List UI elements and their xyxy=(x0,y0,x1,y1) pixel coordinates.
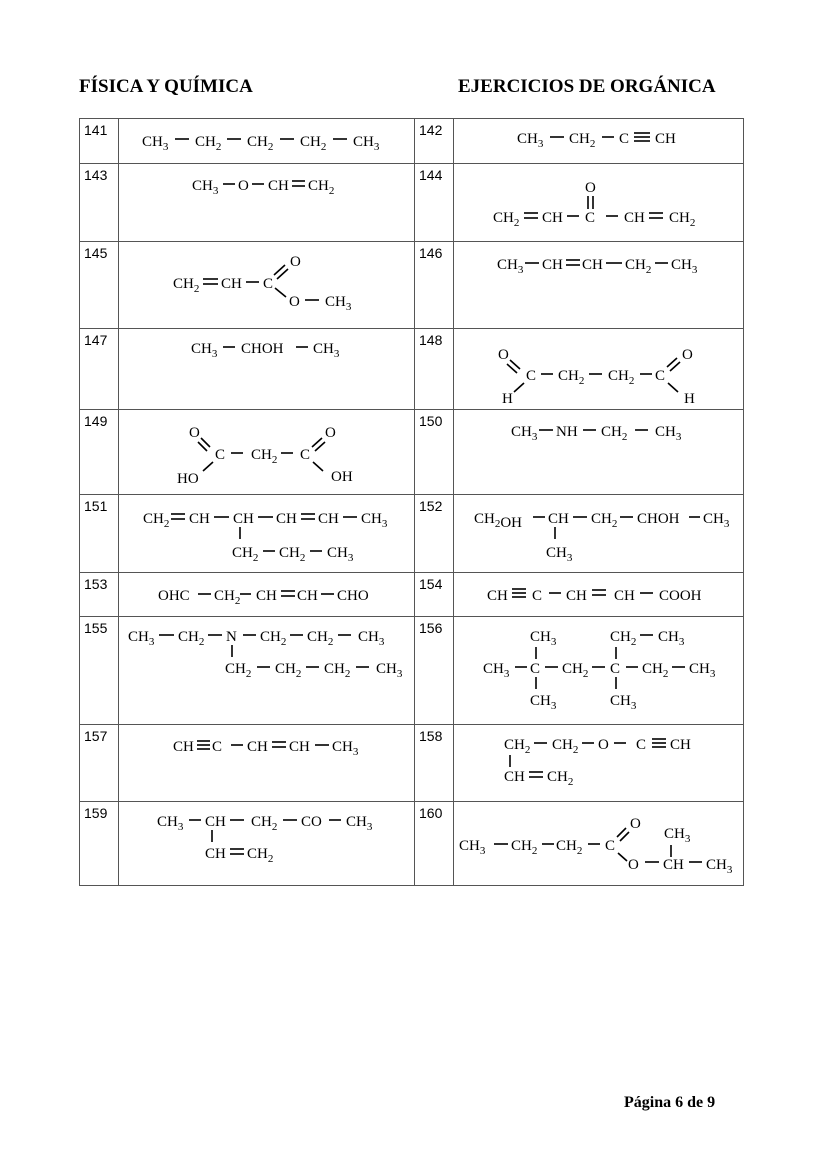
exercise-number: 144 xyxy=(415,164,454,242)
svg-text:C: C xyxy=(610,661,621,677)
svg-text:CH2: $CH_2$ xyxy=(275,661,302,680)
svg-text:CH: CH xyxy=(542,257,563,273)
svg-text:CH: CH xyxy=(542,210,563,226)
svg-text:CH3: $CH_3$ xyxy=(610,693,637,712)
svg-text:CH3: $CH_3$ xyxy=(128,629,155,648)
table-row xyxy=(80,410,744,495)
svg-text:CH: CH xyxy=(205,814,226,830)
svg-text:CH3: $CH_3$ xyxy=(353,134,380,153)
formula-153 xyxy=(119,573,414,616)
page-number: Página 6 de 9 xyxy=(624,1094,716,1111)
formula-157 xyxy=(119,725,414,801)
svg-text:O: O xyxy=(630,816,641,832)
svg-text:C: C xyxy=(526,368,537,384)
svg-text:OH: OH xyxy=(331,469,353,485)
exercise-number: 148 xyxy=(415,329,454,410)
svg-text:CH3: $CH_3$ xyxy=(483,661,510,680)
formula-cell xyxy=(119,617,415,725)
formula-149 xyxy=(119,410,414,494)
svg-text:C: C xyxy=(636,737,647,753)
formula-cell xyxy=(119,119,415,164)
svg-text:CH2: $CH_2$ xyxy=(547,769,574,788)
formula-159 xyxy=(119,802,414,885)
formula-152 xyxy=(454,495,743,572)
svg-text:CH: CH xyxy=(614,588,635,604)
svg-text:CH3: $CH_3$ xyxy=(358,629,385,648)
svg-text:CHOH: CHOH xyxy=(241,341,284,357)
svg-text:CH2: $CH_2$ xyxy=(247,134,274,153)
svg-text:CH3: $CH_3$ xyxy=(655,424,682,443)
svg-text:CH2: $CH_2$ xyxy=(591,511,618,530)
svg-text:O: O xyxy=(585,180,596,196)
formula-141 xyxy=(119,119,414,163)
svg-text:CH2: $CH_2$ xyxy=(556,838,583,857)
formula-cell xyxy=(454,725,744,802)
formula-146 xyxy=(454,242,743,328)
header-title: EJERCICIOS DE ORGÁNICA xyxy=(458,76,716,97)
formula-cell xyxy=(454,164,744,242)
formula-143 xyxy=(119,164,414,241)
exercise-number: 142 xyxy=(415,119,454,164)
exercise-number: 143 xyxy=(80,164,119,242)
svg-text:CH2: $CH_2$ xyxy=(324,661,351,680)
svg-text:CH2: $CH_2$ xyxy=(307,629,334,648)
table-row xyxy=(80,617,744,725)
formula-cell xyxy=(119,802,415,886)
formula-150 xyxy=(454,410,743,494)
exercise-number: 154 xyxy=(415,573,454,617)
svg-text:CH: CH xyxy=(670,737,691,753)
svg-text:O: O xyxy=(325,425,336,441)
svg-text:CH2: $CH_2$ xyxy=(260,629,287,648)
exercise-number: 141 xyxy=(80,119,119,164)
svg-text:CH2: $CH_2$ xyxy=(225,661,252,680)
svg-text:CH3: $CH_3$ xyxy=(327,545,354,564)
header-subject: FÍSICA Y QUÍMICA xyxy=(79,76,253,97)
formula-cell xyxy=(119,329,415,410)
svg-text:CH2: $CH_2$ xyxy=(511,838,538,857)
svg-text:CH: CH xyxy=(663,857,684,873)
svg-text:CH2: $CH_2$ xyxy=(214,588,241,607)
svg-text:CH: CH xyxy=(247,739,268,755)
svg-text:CH2: $CH_2$ xyxy=(558,368,585,387)
svg-text:CH3: $CH_3$ xyxy=(142,134,169,153)
svg-text:CH3: $CH_3$ xyxy=(313,341,340,360)
svg-text:C: C xyxy=(619,131,630,147)
formula-cell xyxy=(119,573,415,617)
svg-text:CH3: $CH_3$ xyxy=(703,511,730,530)
table-row xyxy=(80,495,744,573)
svg-text:C: C xyxy=(655,368,666,384)
exercise-number: 157 xyxy=(80,725,119,802)
exercise-number: 151 xyxy=(80,495,119,573)
svg-text:CH: CH xyxy=(173,739,194,755)
svg-text:CH3: $CH_3$ xyxy=(517,131,544,150)
table-row xyxy=(80,164,744,242)
formula-145 xyxy=(119,242,414,328)
table-row xyxy=(80,802,744,886)
exercise-number: 149 xyxy=(80,410,119,495)
exercise-table xyxy=(79,118,744,886)
svg-text:CH3: $CH_3$ xyxy=(664,826,691,845)
formula-cell xyxy=(454,329,744,410)
svg-text:OHC: OHC xyxy=(158,588,190,604)
svg-text:H: H xyxy=(684,391,695,407)
table-row xyxy=(80,119,744,164)
formula-cell xyxy=(119,410,415,495)
svg-text:C: C xyxy=(212,739,223,755)
svg-text:CH: CH xyxy=(276,511,297,527)
svg-text:O: O xyxy=(189,425,200,441)
formula-142 xyxy=(454,119,743,163)
svg-text:CH3: $CH_3$ xyxy=(658,629,685,648)
svg-text:CH2: $CH_2$ xyxy=(669,210,696,229)
svg-text:O: O xyxy=(289,294,300,310)
svg-text:CH2: $CH_2$ xyxy=(247,846,274,865)
svg-text:CH: CH xyxy=(582,257,603,273)
svg-text:N: N xyxy=(226,629,237,645)
formula-147 xyxy=(119,329,414,409)
svg-text:CH3: $CH_3$ xyxy=(671,257,698,276)
exercise-number: 158 xyxy=(415,725,454,802)
svg-text:CH2: $CH_2$ xyxy=(143,511,170,530)
svg-text:CO: CO xyxy=(301,814,322,830)
svg-text:CH: CH xyxy=(504,769,525,785)
svg-text:CH: CH xyxy=(624,210,645,226)
svg-text:CH2: $CH_2$ xyxy=(178,629,205,648)
formula-cell xyxy=(119,725,415,802)
svg-text:O: O xyxy=(682,347,693,363)
svg-text:C: C xyxy=(263,276,274,292)
svg-text:C: C xyxy=(215,447,226,463)
svg-text:CH3: $CH_3$ xyxy=(530,629,557,648)
svg-text:CH3: $CH_3$ xyxy=(459,838,486,857)
svg-text:CH: CH xyxy=(318,511,339,527)
svg-text:CHOH: CHOH xyxy=(637,511,680,527)
svg-text:C: C xyxy=(605,838,616,854)
exercise-number: 145 xyxy=(80,242,119,329)
svg-text:CH: CH xyxy=(548,511,569,527)
svg-text:CH2: $CH_2$ xyxy=(504,737,531,756)
exercise-number: 155 xyxy=(80,617,119,725)
svg-text:O: O xyxy=(238,178,249,194)
table-row xyxy=(80,573,744,617)
svg-text:CH3: $CH_3$ xyxy=(346,814,373,833)
svg-text:CH2: $CH_2$ xyxy=(493,210,520,229)
svg-text:O: O xyxy=(498,347,509,363)
svg-text:CH3: $CH_3$ xyxy=(376,661,403,680)
formula-cell xyxy=(454,410,744,495)
formula-cell xyxy=(454,573,744,617)
exercise-number: 150 xyxy=(415,410,454,495)
svg-text:O: O xyxy=(628,857,639,873)
svg-text:CH3: $CH_3$ xyxy=(706,857,733,876)
svg-text:CH3: $CH_3$ xyxy=(689,661,716,680)
svg-text:CH2OH: $CH_2OH$ xyxy=(474,511,523,531)
svg-text:CH3: $CH_3$ xyxy=(497,257,524,276)
svg-text:CH2: $CH_2$ xyxy=(300,134,327,153)
svg-text:O: O xyxy=(598,737,609,753)
formula-148 xyxy=(454,329,743,409)
formula-cell xyxy=(454,802,744,886)
svg-text:CH: CH xyxy=(268,178,289,194)
svg-text:CH2: $CH_2$ xyxy=(562,661,589,680)
exercise-number: 153 xyxy=(80,573,119,617)
svg-text:C: C xyxy=(532,588,543,604)
formula-158 xyxy=(454,725,743,801)
formula-156 xyxy=(454,617,743,724)
svg-text:CH3: $CH_3$ xyxy=(157,814,184,833)
formula-cell xyxy=(454,617,744,725)
svg-text:C: C xyxy=(300,447,311,463)
formula-151 xyxy=(119,495,414,572)
table-row xyxy=(80,725,744,802)
svg-text:CH3: $CH_3$ xyxy=(546,545,573,564)
svg-text:CH3: $CH_3$ xyxy=(530,693,557,712)
svg-text:O: O xyxy=(290,254,301,270)
svg-text:CH2: $CH_2$ xyxy=(251,447,278,466)
formula-cell xyxy=(454,119,744,164)
svg-text:H: H xyxy=(502,391,513,407)
formula-cell xyxy=(119,164,415,242)
svg-text:CH3: $CH_3$ xyxy=(511,424,538,443)
svg-text:CH: CH xyxy=(189,511,210,527)
exercise-number: 159 xyxy=(80,802,119,886)
svg-text:CH2: $CH_2$ xyxy=(195,134,222,153)
table-row xyxy=(80,242,744,329)
svg-text:CH3: $CH_3$ xyxy=(361,511,388,530)
svg-text:CH2: $CH_2$ xyxy=(608,368,635,387)
svg-text:CH2: $CH_2$ xyxy=(308,178,335,197)
svg-text:CH2: $CH_2$ xyxy=(601,424,628,443)
svg-text:CH: CH xyxy=(297,588,318,604)
svg-text:CH: CH xyxy=(256,588,277,604)
exercise-number: 152 xyxy=(415,495,454,573)
svg-text:CH2: $CH_2$ xyxy=(610,629,637,648)
formula-160 xyxy=(454,802,743,885)
svg-text:CH: CH xyxy=(655,131,676,147)
svg-text:CHO: CHO xyxy=(337,588,369,604)
svg-text:CH2: $CH_2$ xyxy=(552,737,579,756)
formula-cell xyxy=(454,242,744,329)
svg-text:CH: CH xyxy=(233,511,254,527)
svg-text:CH2: $CH_2$ xyxy=(279,545,306,564)
svg-text:CH2: $CH_2$ xyxy=(625,257,652,276)
svg-text:CH2: $CH_2$ xyxy=(173,276,200,295)
svg-text:CH3: $CH_3$ xyxy=(325,294,352,313)
svg-text:CH: CH xyxy=(566,588,587,604)
svg-text:CH: CH xyxy=(487,588,508,604)
svg-text:NH: NH xyxy=(556,424,578,440)
svg-text:CH: CH xyxy=(221,276,242,292)
svg-text:CH3: $CH_3$ xyxy=(192,178,219,197)
svg-text:CH2: $CH_2$ xyxy=(569,131,596,150)
formula-cell xyxy=(119,242,415,329)
exercise-number: 160 xyxy=(415,802,454,886)
svg-text:CH: CH xyxy=(205,846,226,862)
formula-cell xyxy=(454,495,744,573)
svg-text:HO: HO xyxy=(177,471,199,487)
svg-text:CH2: $CH_2$ xyxy=(251,814,278,833)
exercise-number: 156 xyxy=(415,617,454,725)
svg-text:CH2: $CH_2$ xyxy=(232,545,259,564)
formula-154 xyxy=(454,573,743,616)
exercise-number: 146 xyxy=(415,242,454,329)
exercise-number: 147 xyxy=(80,329,119,410)
formula-155 xyxy=(119,617,414,724)
formula-cell xyxy=(119,495,415,573)
svg-text:CH: CH xyxy=(289,739,310,755)
svg-text:CH3: $CH_3$ xyxy=(191,341,218,360)
svg-text:CH2: $CH_2$ xyxy=(642,661,669,680)
svg-text:C: C xyxy=(530,661,541,677)
formula-144 xyxy=(454,164,743,241)
svg-text:C: C xyxy=(585,210,596,226)
svg-text:CH3: $CH_3$ xyxy=(332,739,359,758)
svg-text:COOH: COOH xyxy=(659,588,702,604)
table-row xyxy=(80,329,744,410)
